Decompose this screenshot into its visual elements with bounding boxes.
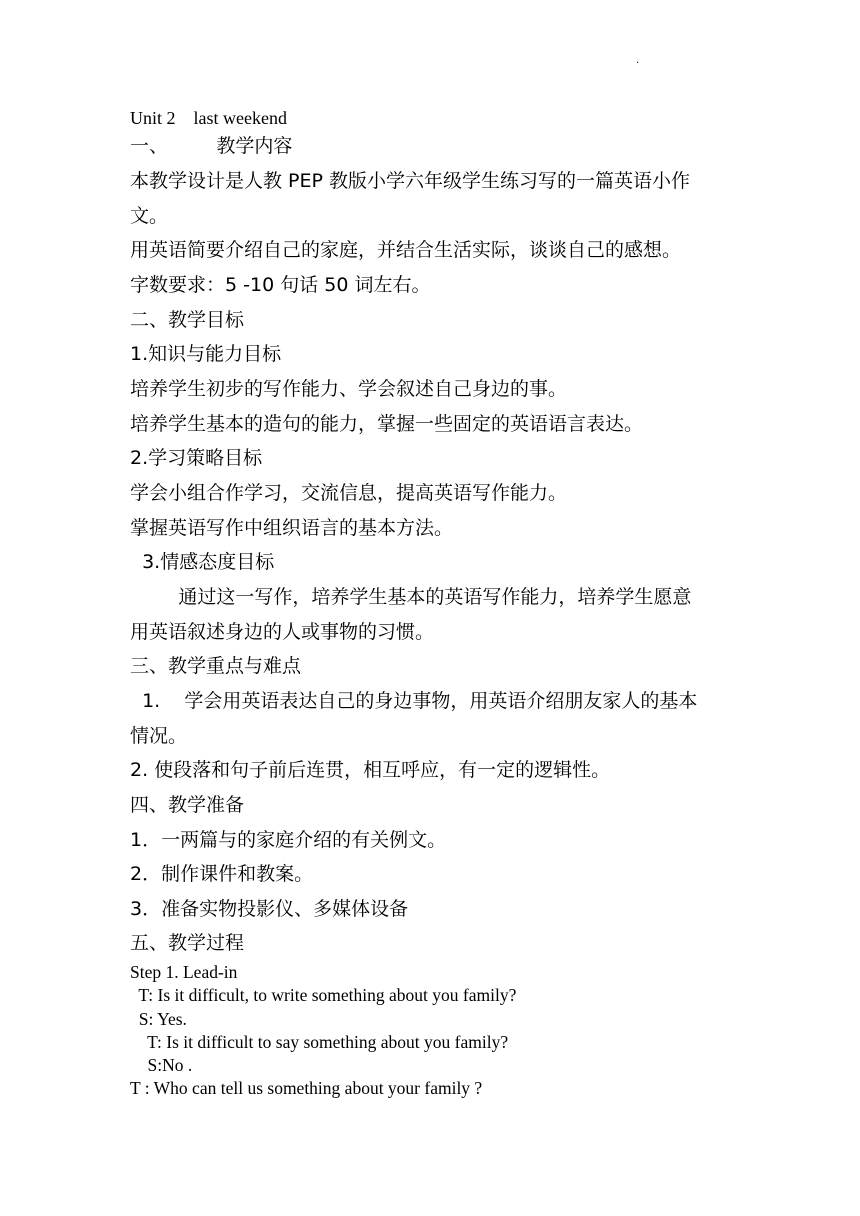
list-item: 2．制作课件和教案。 (130, 863, 314, 885)
paragraph-line: 1. 学会用英语表达自己的身边事物，用英语介绍朋友家人的基本 (130, 690, 698, 712)
paragraph-line: 本教学设计是人教 PEP 教版小学六年级学生练习写的一篇英语小作 (130, 170, 691, 192)
subheading: 2.学习策略目标 (130, 447, 263, 469)
step-heading: Step 1. Lead-in (130, 962, 238, 982)
section-heading-content: 一、 教学内容 (130, 135, 293, 157)
dialogue-line: T : Who can tell us something about your family ? (130, 1078, 483, 1098)
section-heading-key-points: 三、教学重点与难点 (130, 655, 302, 677)
dialogue-line: S:No . (130, 1055, 193, 1075)
paragraph-line: 用英语简要介绍自己的家庭，并结合生活实际，谈谈自己的感想。 (130, 239, 682, 261)
section-heading-goals: 二、教学目标 (130, 309, 245, 331)
unit-title: Unit 2 last weekend (130, 108, 287, 128)
corner-mark: . (636, 55, 640, 66)
subheading: 1.知识与能力目标 (130, 343, 282, 365)
paragraph-line: 掌握英语写作中组织语言的基本方法。 (130, 517, 454, 539)
paragraph-line: 通过这一写作，培养学生基本的英语写作能力，培养学生愿意 (130, 586, 692, 608)
paragraph-line: 培养学生基本的造句的能力，掌握一些固定的英语语言表达。 (130, 413, 644, 435)
dialogue-line: T: Is it difficult, to write something about you family? (130, 985, 517, 1005)
section-heading-process: 五、教学过程 (130, 932, 245, 954)
list-item: 1．一两篇与的家庭介绍的有关例文。 (130, 829, 447, 851)
subheading: 3.情感态度目标 (130, 551, 275, 573)
dialogue-line: S: Yes. (130, 1009, 187, 1029)
section-heading-preparation: 四、教学准备 (130, 794, 245, 816)
paragraph-line: 字数要求：5 -10 句话 50 词左右。 (130, 274, 431, 296)
list-item: 3．准备实物投影仪、多媒体设备 (130, 898, 409, 920)
dialogue-line: T: Is it difficult to say something about you family? (130, 1032, 509, 1052)
paragraph-line: 培养学生初步的写作能力、学会叙述自己身边的事。 (130, 378, 568, 400)
paragraph-line: 2. 使段落和句子前后连贯，相互呼应，有一定的逻辑性。 (130, 759, 611, 781)
paragraph-line: 用英语叙述身边的人或事物的习惯。 (130, 621, 435, 643)
paragraph-line: 文。 (130, 205, 169, 227)
paragraph-line: 学会小组合作学习，交流信息，提高英语写作能力。 (130, 482, 568, 504)
paragraph-line: 情况。 (130, 725, 188, 747)
